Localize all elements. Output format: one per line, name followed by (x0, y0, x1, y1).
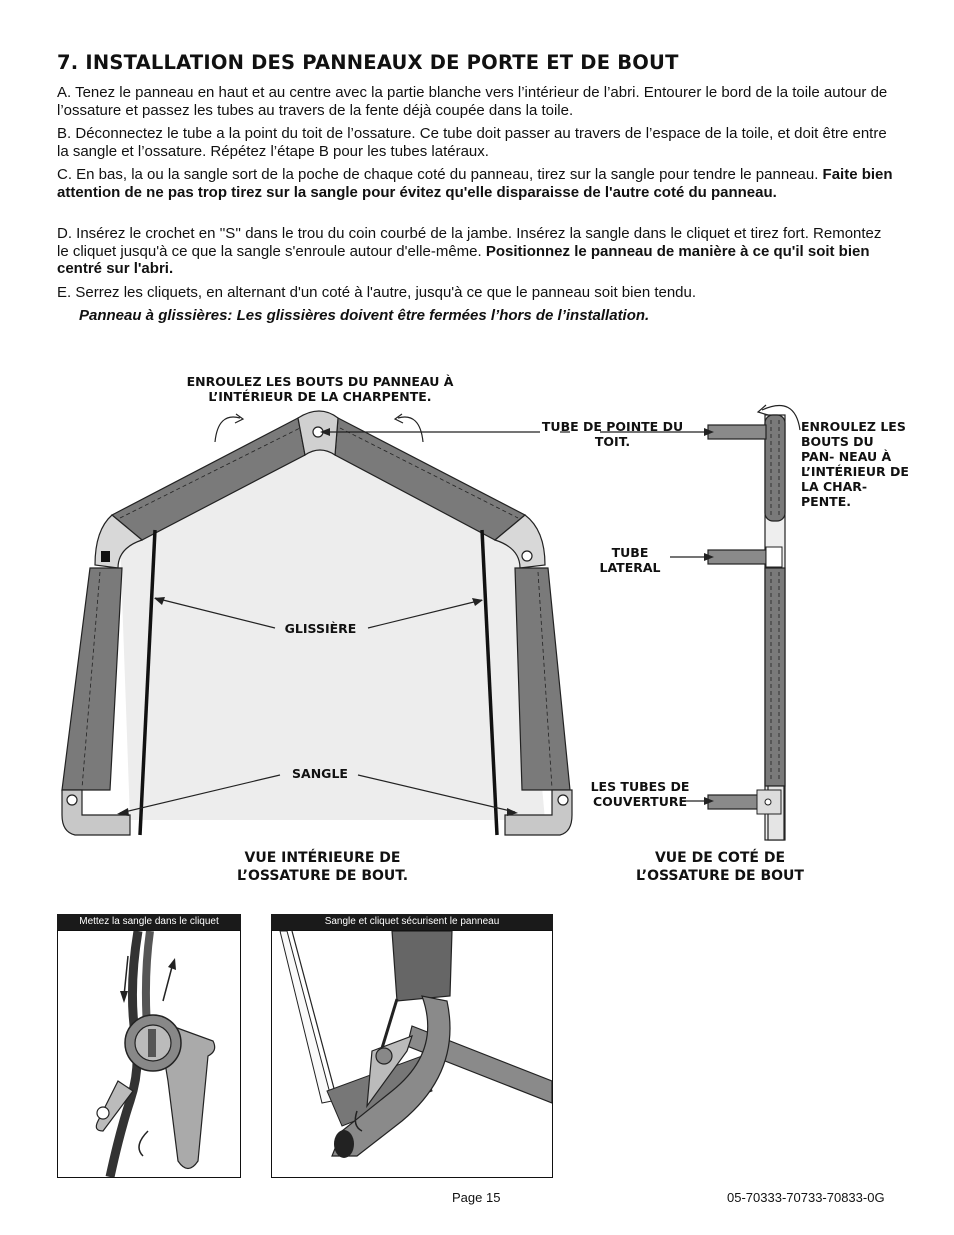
label-enroulez-side: ENROULEZ LES BOUTS DU PAN- NEAU À L’INTÉRIEUR DE LA CHAR- PENTE. (801, 419, 909, 509)
caption-side-view: VUE DE COTÉ DE L’OSSATURE DE BOUT (636, 850, 804, 884)
step-a (57, 84, 897, 119)
ratchet-insert-drawing (58, 931, 240, 1177)
step-a-text: Tenez le panneau en haut et au centre avec la partie blanche vers l’intérieur de l’abri. Entourer le bord de la toile autour de l’ossature et passez les tubes au travers de la fente déjà coupée dans la toile. (57, 84, 888, 119)
step-d-letter: D. (57, 225, 72, 242)
page-title: 7. INSTALLATION DES PANNEAUX DE PORTE ET DE BOUT (57, 51, 679, 74)
label-tube-lateral: TUBE LATERAL (599, 545, 661, 575)
document-code: 05-70333-70733-70833-0G (727, 1190, 885, 1205)
step-e-text: Serrez les cliquets, en alternant d'un coté à l'autre, jusqu'à ce que le panneau soit bien tendu. (75, 284, 697, 301)
step-c-text: En bas, la ou la sangle sort de la poche de chaque coté du panneau, tirez sur la sangle pour tendre le panneau. (76, 166, 823, 183)
step-e (57, 284, 897, 302)
caption-interior-view: VUE INTÉRIEURE DE L’OSSATURE DE BOUT. (236, 850, 409, 884)
step-d-bold: Positionnez le panneau de manière à ce qu'il soit bien centré sur l'abri. (57, 242, 870, 277)
step-d-text: Insérez le crochet en ''S'' dans le trou du coin courbé de la jambe. Insérez la sangle dans le cliquet et tirez fort. Remontez le cliquet jusqu'à ce que la sangle s'enroule autour d'elle-même. (57, 225, 882, 260)
step-c-bold: Faite bien attention de ne pas trop tirez sur la sangle pour évitez qu'elle disparaisse de l'autre coté du panneau. (57, 166, 893, 201)
label-tube-pointe: TUBE DE POINTE DU TOIT. (541, 419, 684, 449)
label-enroulez-top: ENROULEZ LES BOUTS DU PANNEAU À L’INTÉRIEUR DE LA CHARPENTE. (186, 374, 454, 404)
step-note: Panneau à glissières: Les glissières doivent être fermées l’hors de l’installation. (79, 307, 650, 324)
label-tubes-couverture: LES TUBES DE COUVERTURE (590, 779, 690, 809)
ratchet-secure-drawing (272, 931, 552, 1177)
step-b-letter: B. (57, 125, 72, 142)
step-c-letter: C. (57, 166, 72, 183)
inset-left-title: Mettez la sangle dans le cliquet (57, 914, 241, 930)
label-sangle: SANGLE (292, 766, 348, 781)
step-a-letter: A. (57, 84, 72, 101)
inset-left-panel (57, 930, 241, 1178)
step-d (57, 225, 897, 278)
step-b-text: Déconnectez le tube a la point du toit de l’ossature. Ce tube doit passer au travers de l’espace de la toile, et doit être entre la sangle et l’ossature. Répétez l’étape B pour les tubes latéraux. (57, 125, 887, 160)
frame-diagram (0, 330, 954, 890)
step-b (57, 125, 897, 160)
side-view-drawing (560, 405, 800, 840)
label-glissiere: GLISSIÈRE (284, 621, 357, 636)
step-c (57, 166, 897, 201)
step-e-letter: E. (57, 284, 72, 301)
page-number: Page 15 (452, 1190, 501, 1205)
inset-right-panel (271, 930, 553, 1178)
inset-right-title: Sangle et cliquet sécurisent le panneau (271, 914, 553, 930)
